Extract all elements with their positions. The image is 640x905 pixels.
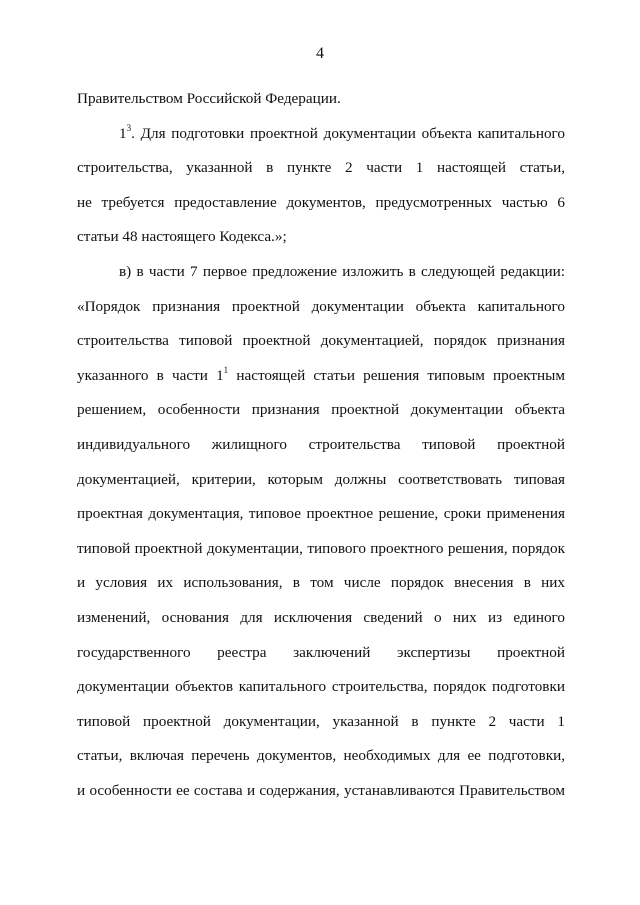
- text-line: [77, 532, 565, 567]
- text-line-content: решением, особенности признания проектной документации объекта: [77, 401, 565, 419]
- text-line-content: статьи 48 настоящего Кодекса.»;: [77, 228, 287, 246]
- text-line: [77, 497, 565, 532]
- text-line-content: не требуется предоставление документов, предусмотренных частью 6: [77, 193, 565, 211]
- text-line-content: строительства, указанной в пункте 2 части 1 настоящей статьи,: [77, 159, 565, 177]
- text-line: [77, 566, 565, 601]
- text-line-content: «Порядок признания проектной документации объекта капитального: [77, 297, 565, 315]
- text-line-content: статьи, включая перечень документов, необходимых для ее подготовки,: [77, 747, 565, 765]
- text-line-content: государственного реестра заключений экспертизы проектной: [77, 643, 565, 661]
- text-line-content: Правительством Российской Федерации.: [77, 90, 341, 107]
- text-line: [77, 82, 565, 117]
- text-line: [77, 151, 565, 186]
- text-line-content: документации объектов капитального строительства, порядок подготовки: [77, 678, 565, 696]
- text-line-content: типовой проектной документации, указанной в пункте 2 части 1: [77, 712, 565, 730]
- text-line-content: изменений, основания для исключения сведений о них из единого: [77, 608, 565, 626]
- text-line-content: . Для подготовки проектной документации объекта капитального: [131, 124, 565, 142]
- text-line-content: проектная документация, типовое проектное решение, сроки применения: [77, 505, 565, 523]
- text-line: [77, 255, 565, 290]
- text-line: [77, 601, 565, 636]
- text-line: [77, 186, 565, 221]
- text-line-prefix: указанного в части 1: [77, 366, 224, 384]
- text-line-content: и условия их использования, в том числе порядок внесения в них: [77, 574, 565, 592]
- text-line-content: документацией, критерии, которым должны соответствовать типовая: [77, 470, 565, 488]
- text-line-content: строительства типовой проектной документацией, порядок признания: [77, 332, 565, 350]
- superscript: 3: [126, 122, 132, 133]
- text-line-content: настоящей статьи решения типовым проектным: [228, 366, 565, 384]
- page-number: 4: [316, 45, 324, 62]
- text-line-content: и особенности ее состава и содержания, устанавливаются Правительством: [77, 781, 565, 799]
- text-line: [77, 670, 565, 705]
- text-line: [77, 428, 565, 463]
- text-line: [77, 636, 565, 671]
- text-line: [77, 324, 565, 359]
- text-line-prefix: 1: [119, 124, 127, 142]
- text-line-content: типовой проектной документации, типового проектного решения, порядок: [77, 539, 565, 557]
- text-line: [77, 774, 565, 809]
- superscript: 1: [223, 364, 229, 375]
- body-text: [77, 82, 565, 808]
- text-line: [77, 290, 565, 325]
- text-line: [77, 220, 565, 255]
- text-line-content: в) в части 7 первое предложение изложить в следующей редакции:: [119, 262, 565, 280]
- text-line: [77, 705, 565, 740]
- text-line: [77, 739, 565, 774]
- text-line: [77, 359, 565, 394]
- text-line: [77, 463, 565, 498]
- text-line: [77, 393, 565, 428]
- text-line: [77, 117, 565, 152]
- text-line-content: индивидуального жилищного строительства типовой проектной: [77, 435, 565, 453]
